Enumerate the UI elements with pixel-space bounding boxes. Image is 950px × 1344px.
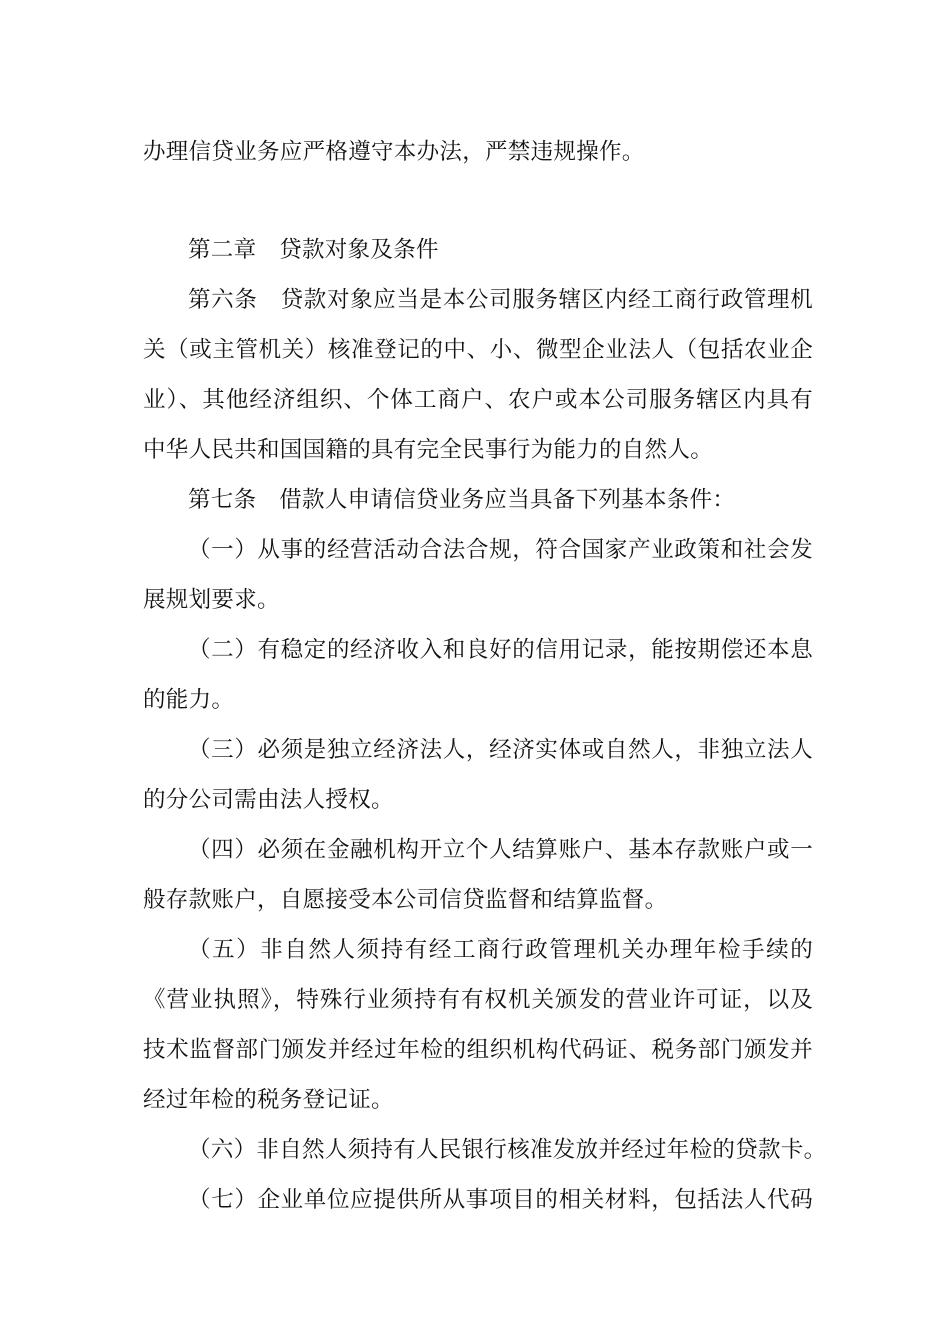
item-1-line-1: （一）从事的经营活动合法合规，符合国家产业政策和社会发 <box>188 537 813 563</box>
article-6-line-3: 业）、其他经济组织、个体工商户、农户或本公司服务辖区内具有 <box>143 387 813 413</box>
article-6-line-4: 中华人民共和国国籍的具有完全民事行为能力的自然人。 <box>143 437 714 463</box>
item-5-line-4: 经过年检的税务登记证。 <box>143 1087 394 1113</box>
item-2-line-1: （二）有稳定的经济收入和良好的信用记录，能按期偿还本息 <box>188 637 813 663</box>
item-4-line-2: 般存款账户，自愿接受本公司信贷监督和结算监督。 <box>143 887 668 913</box>
item-5-line-2: 《营业执照》，特殊行业须持有有权机关颁发的营业许可证，以及 <box>143 987 813 1013</box>
text-line-1: 办理信贷业务应严格遵守本办法，严禁违规操作。 <box>143 139 645 165</box>
item-4-line-1: （四）必须在金融机构开立个人结算账户、基本存款账户或一 <box>188 837 813 863</box>
chapter-heading: 第二章 贷款对象及条件 <box>188 237 439 263</box>
item-7-line-1: （七）企业单位应提供所从事项目的相关材料，包括法人代码 <box>188 1187 813 1213</box>
item-6-line-1: （六）非自然人须持有人民银行核准发放并经过年检的贷款卡。 <box>188 1137 827 1163</box>
item-1-line-2: 展规划要求。 <box>143 587 280 613</box>
article-6-line-1: 第六条 贷款对象应当是本公司服务辖区内经工商行政管理机 <box>188 287 813 313</box>
item-5-line-3: 技术监督部门颁发并经过年检的组织机构代码证、税务部门颁发并 <box>143 1037 813 1063</box>
item-5-line-1: （五）非自然人须持有经工商行政管理机关办理年检手续的 <box>188 937 813 963</box>
item-3-line-1: （三）必须是独立经济法人，经济实体或自然人，非独立法人 <box>188 737 813 763</box>
item-2-line-2: 的能力。 <box>143 687 235 713</box>
article-6-line-2: 关（或主管机关）核准登记的中、小、微型企业法人（包括农业企 <box>143 337 813 363</box>
article-7-heading: 第七条 借款人申请信贷业务应当具备下列基本条件： <box>188 487 736 513</box>
item-3-line-2: 的分公司需由法人授权。 <box>143 787 394 813</box>
